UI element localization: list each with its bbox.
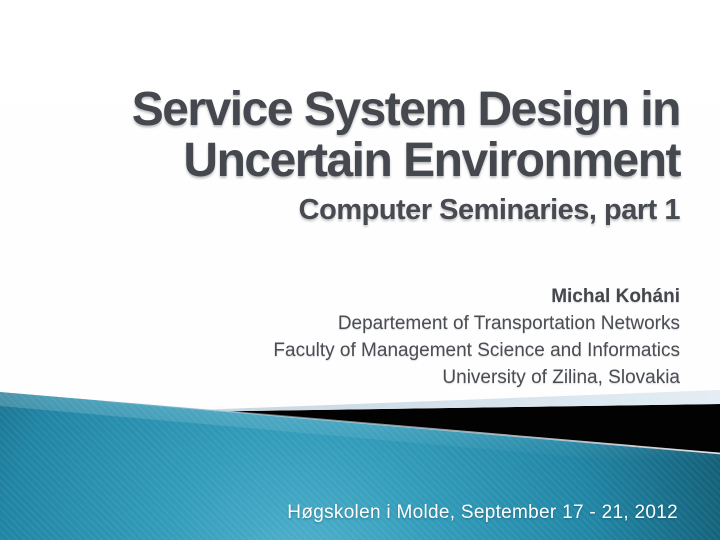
title-line-2: Uncertain Environment (183, 134, 680, 187)
title-line-1: Service System Design in (131, 83, 680, 136)
affiliation-line-university: University of Zilina, Slovakia (442, 367, 680, 388)
affiliation-line-faculty: Faculty of Management Science and Informatics (273, 340, 680, 361)
title-subtitle: Computer Seminaries, part 1 (298, 194, 680, 226)
author-block (40, 283, 680, 391)
slide-title-block (20, 84, 680, 228)
author-name: Michal Koháni (551, 286, 680, 307)
affiliation-line-department: Departement of Transportation Networks (337, 313, 680, 334)
footer-event-date: Høgskolen i Molde, September 17 - 21, 2012 (287, 502, 678, 523)
